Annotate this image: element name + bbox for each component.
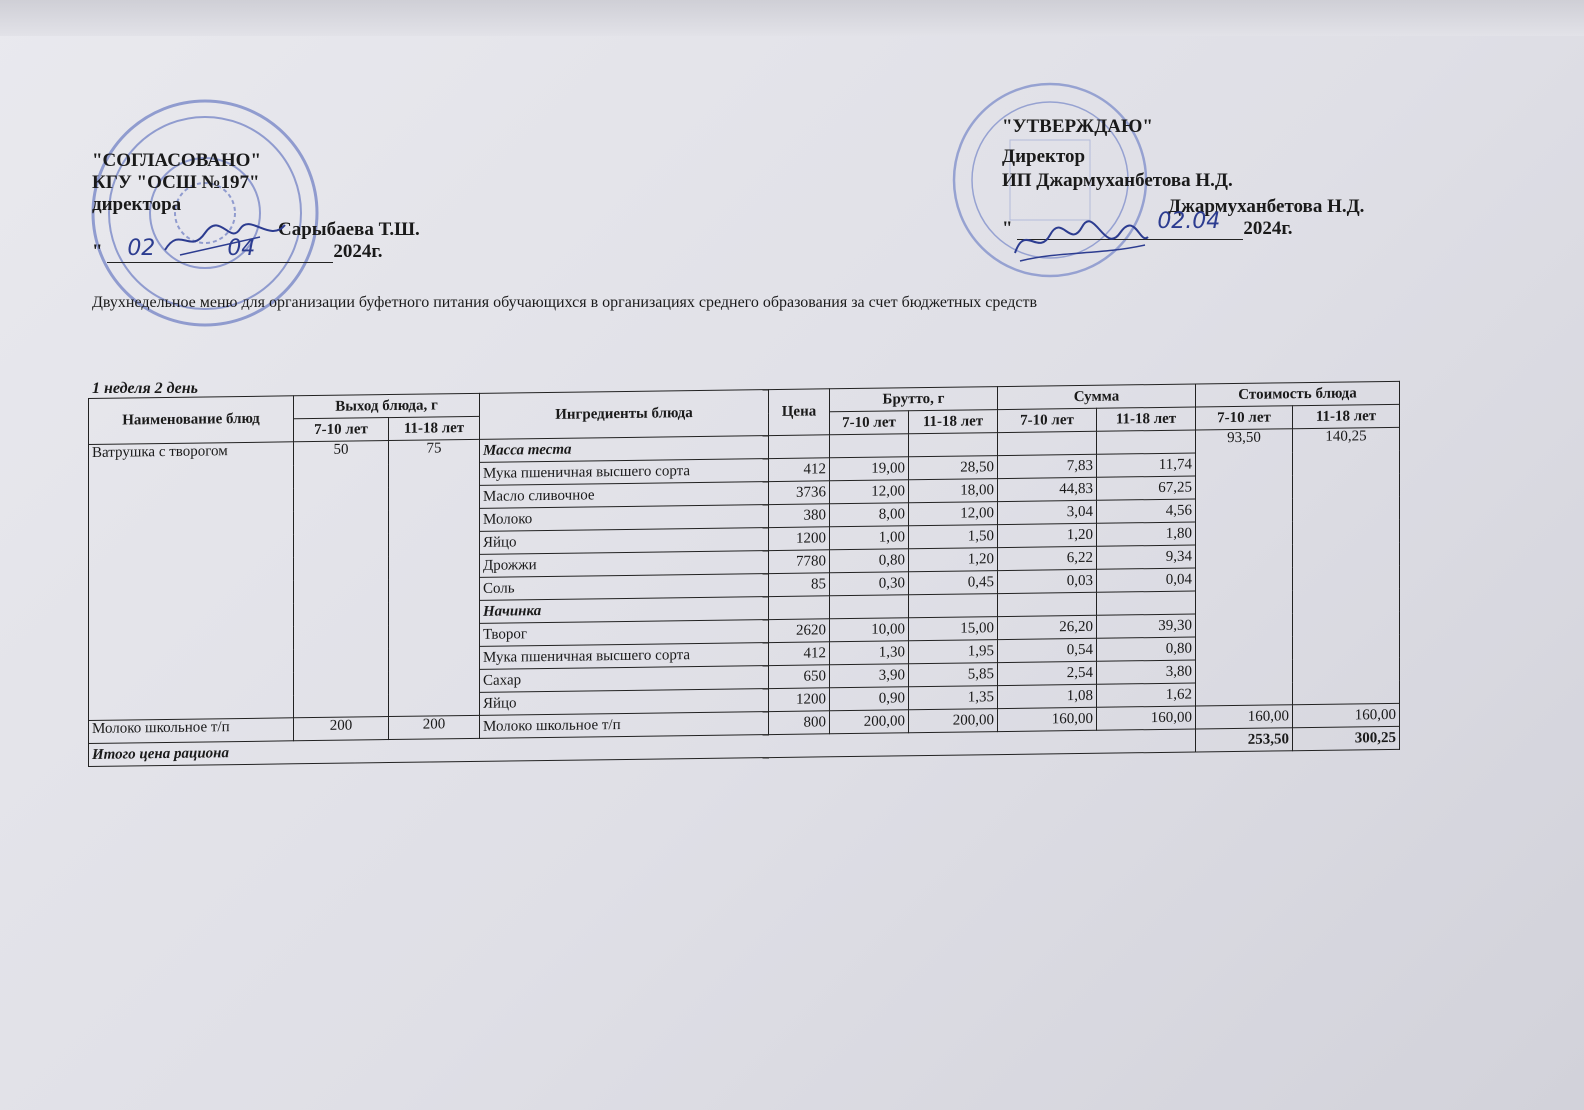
ingredient-gross-age2: 0,45 [909,571,998,595]
ingredient-sum-age1: 7,83 [998,454,1097,478]
header-cost-age2: 11-18 лет [1293,404,1400,428]
ingredient-price: 800 [769,711,830,735]
ingredient-sum-age1: 1,08 [998,684,1097,708]
ingredient-sum-age2: 11,74 [1097,453,1196,477]
ingredient-sum-age1: 44,83 [998,477,1097,501]
total-age2: 300,25 [1293,726,1400,750]
header-cost: Стоимость блюда [1196,381,1400,407]
agreed-date-quote: " [92,241,103,262]
ingredient-gross-age2 [909,433,998,457]
ingredient-price: 3736 [769,481,830,505]
ingredient-price: 85 [769,573,830,597]
ingredient-gross-age1 [830,595,909,619]
menu-table [88,381,1400,767]
ingredient-price: 7780 [769,550,830,574]
ingredient-gross-age1: 12,00 [830,480,909,504]
agreed-date-year: 2024г. [333,241,383,262]
ingredient-gross-age1: 0,80 [830,549,909,573]
dish-cost-age1: 160,00 [1196,705,1293,729]
agreed-label: "СОГЛАСОВАНО" [92,150,262,171]
ingredient-sum-age2: 3,80 [1097,660,1196,684]
menu-title: Двухнедельное меню для организации буфетного питания обучающихся в организациях среднего образования за счет бюджетных средств [92,294,1038,311]
ingredient-price: 412 [769,642,830,666]
dish-yield-age1: 50 [294,441,389,718]
ingredient-sum-age1: 26,20 [998,615,1097,639]
ingredient-sum-age2: 1,62 [1097,683,1196,707]
ingredient-sum-age2: 1,80 [1097,522,1196,546]
ingredient-sum-age1: 0,54 [998,638,1097,662]
ingredient-sum-age2: 4,56 [1097,499,1196,523]
ingredient-gross-age1: 8,00 [830,503,909,527]
approve-role: Директор [1002,146,1086,167]
total-age1: 253,50 [1196,728,1293,752]
ingredient-gross-age1: 19,00 [830,457,909,481]
ingredient-name: Молоко [480,505,769,532]
agreed-role: директора [92,194,182,215]
ingredient-sum-age1: 6,22 [998,546,1097,570]
ingredient-gross-age1: 10,00 [830,618,909,642]
ingredient-sum-age2: 9,34 [1097,545,1196,569]
paper-top-edge [0,0,1584,36]
ingredient-name: Начинка [480,597,769,624]
agreed-org: КГУ "ОСШ №197" [92,172,260,193]
ingredient-gross-age2: 15,00 [909,617,998,641]
ingredient-sum-age1: 3,04 [998,500,1097,524]
ingredient-name: Яйцо [480,528,769,555]
ingredient-price [769,435,830,459]
ingredient-gross-age2: 28,50 [909,456,998,480]
dish-cost-age2: 140,25 [1293,427,1400,704]
header-yield: Выход блюда, г [294,393,480,418]
ingredient-sum-age1: 2,54 [998,661,1097,685]
dish-name: Ватрушка с творогом [89,442,294,721]
dish-cost-age2: 160,00 [1293,703,1400,727]
ingredient-name: Мука пшеничная высшего сорта [480,459,769,486]
header-price: Цена [769,389,830,436]
ingredient-sum-age2: 39,30 [1097,614,1196,638]
header-yield-age1: 7-10 лет [294,418,389,442]
ingredient-sum-age1 [998,592,1097,616]
ingredient-name: Соль [480,574,769,601]
ingredient-gross-age1: 0,30 [830,572,909,596]
ingredient-gross-age2: 1,35 [909,686,998,710]
ingredient-gross-age2: 12,00 [909,502,998,526]
dish-cost-age1: 93,50 [1196,429,1293,706]
total-label: Итого цена рациона [89,729,1196,766]
ingredient-price [769,596,830,620]
approve-label: "УТВЕРЖДАЮ" [1002,116,1153,137]
ingredient-sum-age1: 160,00 [998,707,1097,731]
agreed-date-month: 04 [227,236,256,261]
ingredient-sum-age2: 0,80 [1097,637,1196,661]
ingredient-gross-age2: 5,85 [909,663,998,687]
ingredient-sum-age1: 0,03 [998,569,1097,593]
header-dish-name: Наименование блюд [89,396,294,445]
ingredient-name: Мука пшеничная высшего сорта [480,643,769,670]
week-day-label: 1 неделя 2 день [92,380,198,397]
header-yield-age2: 11-18 лет [389,416,480,440]
ingredient-gross-age1: 1,00 [830,526,909,550]
ingredient-gross-age2: 200,00 [909,709,998,733]
approve-date-year: 2024г. [1243,218,1293,239]
ingredient-price: 650 [769,665,830,689]
header-sum-age1: 7-10 лет [998,408,1097,432]
ingredient-name: Яйцо [480,689,769,716]
ingredient-name: Сахар [480,666,769,693]
ingredient-name: Масло сливочное [480,482,769,509]
ingredient-gross-age2: 1,50 [909,525,998,549]
ingredient-gross-age1: 1,30 [830,641,909,665]
ingredient-name: Творог [480,620,769,647]
left-signature [160,215,290,265]
ingredient-gross-age1: 0,90 [830,687,909,711]
header-gross-age1: 7-10 лет [830,411,909,435]
ingredient-sum-age2 [1097,430,1196,454]
header-sum-age2: 11-18 лет [1097,407,1196,431]
dish-name: Молоко школьное т/п [89,718,294,744]
ingredient-name: Дрожжи [480,551,769,578]
ingredient-price: 380 [769,504,830,528]
approve-name: Джармуханбетова Н.Д. [1168,196,1365,217]
ingredient-sum-age2: 67,25 [1097,476,1196,500]
header-sum: Сумма [998,384,1196,410]
ingredient-name: Масса теста [480,436,769,463]
ingredient-name: Молоко школьное т/п [480,712,769,739]
header-cost-age1: 7-10 лет [1196,406,1293,430]
header-gross: Брутто, г [830,387,998,412]
table-body [89,427,1400,766]
ingredient-gross-age2: 18,00 [909,479,998,503]
ingredient-gross-age1 [830,434,909,458]
approve-org: ИП Джармуханбетова Н.Д. [1002,170,1233,191]
right-signature [1010,215,1150,267]
agreed-name: Сарыбаева Т.Ш. [278,219,420,240]
header-gross-age2: 11-18 лет [909,410,998,434]
ingredient-sum-age2: 0,04 [1097,568,1196,592]
approve-date-handwritten: 02.04 [1157,209,1221,234]
ingredient-price: 412 [769,458,830,482]
ingredient-gross-age2: 1,20 [909,548,998,572]
ingredient-gross-age2: 1,95 [909,640,998,664]
ingredient-gross-age1: 200,00 [830,710,909,734]
ingredient-price: 2620 [769,619,830,643]
dish-yield-age1: 200 [294,717,389,741]
ingredient-price: 1200 [769,527,830,551]
ingredient-gross-age1: 3,90 [830,664,909,688]
ingredient-sum-age1 [998,431,1097,455]
ingredient-sum-age2 [1097,591,1196,615]
approve-date-quote: " [1002,218,1013,239]
ingredient-sum-age1: 1,20 [998,523,1097,547]
ingredient-gross-age2 [909,594,998,618]
agreed-date-day: 02 [127,236,156,261]
ingredient-sum-age2: 160,00 [1097,706,1196,730]
dish-yield-age2: 75 [389,439,480,716]
ingredient-price: 1200 [769,688,830,712]
header-ingredients: Ингредиенты блюда [480,390,769,440]
dish-yield-age2: 200 [389,715,480,739]
